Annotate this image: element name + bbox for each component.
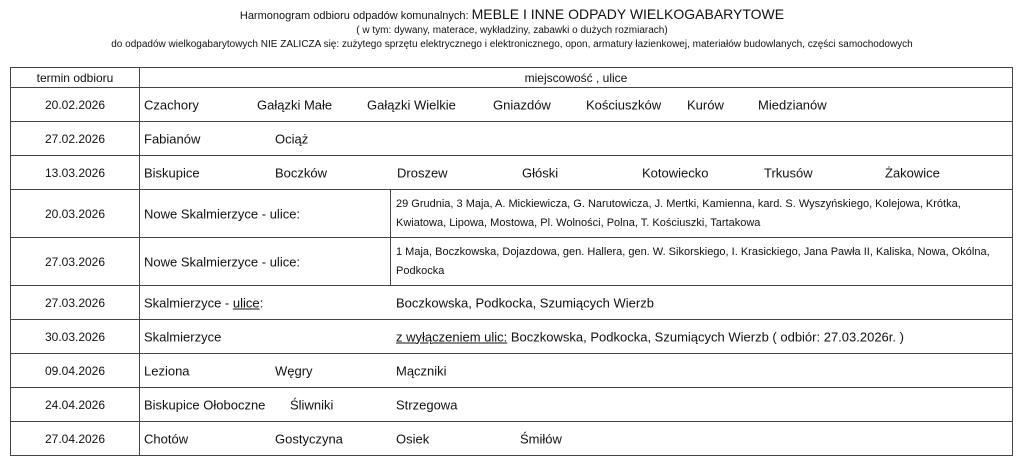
place: Osiek [396, 431, 430, 446]
row-date: 27.04.2026 [11, 422, 140, 456]
table-row [11, 190, 1013, 238]
place: Biskupice [144, 165, 200, 180]
label-underlined: ulice [232, 295, 260, 310]
table-row [11, 156, 1013, 190]
place: Głóski [522, 165, 559, 180]
place: Biskupice Ołoboczne [144, 397, 266, 412]
row-places [140, 122, 1013, 156]
row-places [140, 88, 1013, 122]
row-places [140, 238, 1013, 286]
place: Kurów [687, 97, 724, 112]
place: Żakowice [885, 165, 940, 180]
row-places [140, 190, 1013, 238]
row-places [140, 286, 1013, 320]
place: Droszew [397, 165, 448, 180]
row-date: 24.04.2026 [11, 388, 140, 422]
place: Gałązki Wielkie [367, 97, 456, 112]
place: Leziona [144, 363, 190, 378]
row-places [140, 422, 1013, 456]
table-row [11, 88, 1013, 122]
table-row [11, 122, 1013, 156]
cell-divider [390, 190, 391, 237]
row-date: 30.03.2026 [11, 320, 140, 354]
table-header-row [11, 68, 1013, 88]
exception-note [396, 329, 904, 344]
street-list: 29 Grudnia, 3 Maja, A. Mickiewicza, G. Narutowicza, J. Mertki, Kamienna, kard. S. Wyszyńskiego, Kolejowa, Krótka, Kwiatowa, Lipowa, Mostowa, Pl. Wolności, Polna, T. Kościuszki, Tartakowa [396, 197, 961, 229]
row-places [140, 156, 1013, 190]
header-date: termin odbioru [11, 68, 140, 88]
document-title [0, 6, 1024, 22]
place: Śmiłów [520, 431, 562, 446]
row-date: 27.02.2026 [11, 122, 140, 156]
place: Gałązki Małe [257, 97, 333, 112]
place: Miedzianów [758, 97, 827, 112]
row-places [140, 388, 1013, 422]
town-label: Nowe Skalmierzyce - ulice: [144, 206, 301, 221]
header-place: miejscowość , ulice [140, 68, 1013, 88]
row-date: 13.03.2026 [11, 156, 140, 190]
label-text: Skalmierzyce - [144, 295, 233, 310]
place: Gniazdów [493, 97, 551, 112]
table-row [11, 354, 1013, 388]
town-label: Nowe Skalmierzyce - ulice: [144, 254, 301, 269]
street-list: 1 Maja, Boczkowska, Dojazdowa, gen. Hallera, gen. W. Sikorskiego, I. Krasickiego, Jana Pawła II, Kaliska, Nowa, Okólna, Podkocka [396, 245, 990, 277]
exception-label: z wyłączeniem ulic: [396, 329, 508, 344]
row-date: 20.02.2026 [11, 88, 140, 122]
street-list: Boczkowska, Podkocka, Szumiących Wierzb [396, 295, 654, 310]
subtitle-includes: ( w tym: dywany, materace, wykładziny, zabawki o dużych rozmiarach) [356, 25, 668, 36]
table-row [11, 320, 1013, 354]
town-label [144, 295, 263, 310]
cell-divider [390, 238, 391, 285]
row-places [140, 320, 1013, 354]
table-row [11, 238, 1013, 286]
place: Gostyczyna [275, 431, 343, 446]
place: Chotów [144, 431, 189, 446]
row-date: 27.03.2026 [11, 286, 140, 320]
place: Kościuszków [586, 97, 662, 112]
place: Boczków [275, 165, 328, 180]
row-date: 27.03.2026 [11, 238, 140, 286]
place: Kotowiecko [642, 165, 709, 180]
title-main: MEBLE I INNE ODPADY WIELKOGABARYTOWE [471, 6, 785, 22]
place: Czachory [144, 97, 199, 112]
row-date: 09.04.2026 [11, 354, 140, 388]
row-places [140, 354, 1013, 388]
place: Strzegowa [396, 397, 458, 412]
row-date: 20.03.2026 [11, 190, 140, 238]
place: Mączniki [396, 363, 447, 378]
subtitle-excludes: do odpadów wielkogabarytowych NIE ZALICZA się: zużytego sprzętu elektrycznego i elektronicznego, opon, armatury łazienkowej, materiałów budowlanych, części samochodowych [111, 39, 913, 50]
table-row [11, 388, 1013, 422]
place: Fabianów [144, 131, 201, 146]
exception-streets: Boczkowska, Podkocka, Szumiących Wierzb ( odbiór: 27.03.2026r. ) [507, 329, 904, 344]
label-colon: : [259, 295, 264, 310]
place: Śliwniki [290, 397, 334, 412]
place: Trkusów [764, 165, 813, 180]
place: Węgry [275, 363, 313, 378]
schedule-table [10, 67, 1013, 456]
place: Skalmierzyce [144, 329, 222, 344]
place: Ociąż [275, 131, 309, 146]
title-prefix: Harmonogram odbioru odpadów komunalnych: [239, 10, 472, 22]
table-row [11, 422, 1013, 456]
table-row [11, 286, 1013, 320]
